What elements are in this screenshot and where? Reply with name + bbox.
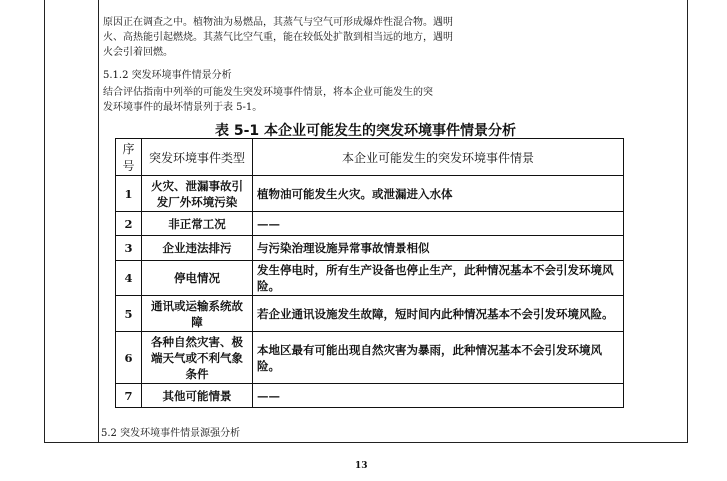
row-desc: 发生停电时，所有生产设备也停止生产，此种情况基本不会引发环境风险。 (253, 261, 624, 296)
row-desc: —— (253, 212, 624, 236)
row-no: 3 (116, 236, 142, 261)
row-desc: —— (253, 384, 624, 408)
row-no: 6 (116, 332, 142, 384)
table-header-row (116, 139, 624, 176)
row-desc: 与污染治理设施异常事故情景相似 (253, 236, 624, 261)
row-no: 7 (116, 384, 142, 408)
row-no: 5 (116, 296, 142, 332)
section-heading: 5.2 突发环境事件情景源强分析 (101, 428, 241, 439)
body-line: 火、高热能引起燃烧。其蒸气比空气重，能在较低处扩散到相当远的地方，遇明 (103, 32, 453, 43)
table-row (116, 261, 624, 296)
intro-line: 发环境事件的最坏情景列于表 5-1。 (103, 102, 263, 113)
table-row (116, 212, 624, 236)
row-no: 2 (116, 212, 142, 236)
table-row (116, 236, 624, 261)
column-rule (98, 0, 99, 442)
intro-line: 结合评估指南中列举的可能发生突发环境事件情景，将本企业可能发生的突 (103, 87, 433, 98)
page-number: 13 (355, 461, 368, 471)
row-type: 通讯或运输系统故障 (142, 296, 253, 332)
table-row (116, 296, 624, 332)
row-type: 企业违法排污 (142, 236, 253, 261)
header-type: 突发环境事件类型 (142, 139, 253, 176)
row-no: 4 (116, 261, 142, 296)
row-desc: 本地区最有可能出现自然灾害为暴雨，此种情况基本不会引发环境风险。 (253, 332, 624, 384)
body-line: 火会引着回燃。 (103, 47, 173, 58)
row-type: 其他可能情景 (142, 384, 253, 408)
row-type: 非正常工况 (142, 212, 253, 236)
row-no: 1 (116, 176, 142, 212)
table-row (116, 176, 624, 212)
header-no: 序号 (116, 139, 142, 176)
row-type: 停电情况 (142, 261, 253, 296)
section-heading: 5.1.2 突发环境事件情景分析 (103, 70, 232, 81)
table-row (116, 384, 624, 408)
row-desc: 若企业通讯设施发生故障，短时间内此种情况基本不会引发环境风险。 (253, 296, 624, 332)
scenario-table (115, 138, 624, 408)
header-desc: 本企业可能发生的突发环境事件情景 (253, 139, 624, 176)
row-type: 各种自然灾害、极端天气或不利气象条件 (142, 332, 253, 384)
row-desc: 植物油可能发生火灾。或泄漏进入水体 (253, 176, 624, 212)
table-caption: 表 5-1 本企业可能发生的突发环境事件情景分析 (215, 123, 517, 139)
body-line: 原因正在调查之中。植物油为易燃品，其蒸气与空气可形成爆炸性混合物。遇明 (103, 17, 453, 28)
row-type: 火灾、泄漏事故引发厂外环境污染 (142, 176, 253, 212)
table-row (116, 332, 624, 384)
